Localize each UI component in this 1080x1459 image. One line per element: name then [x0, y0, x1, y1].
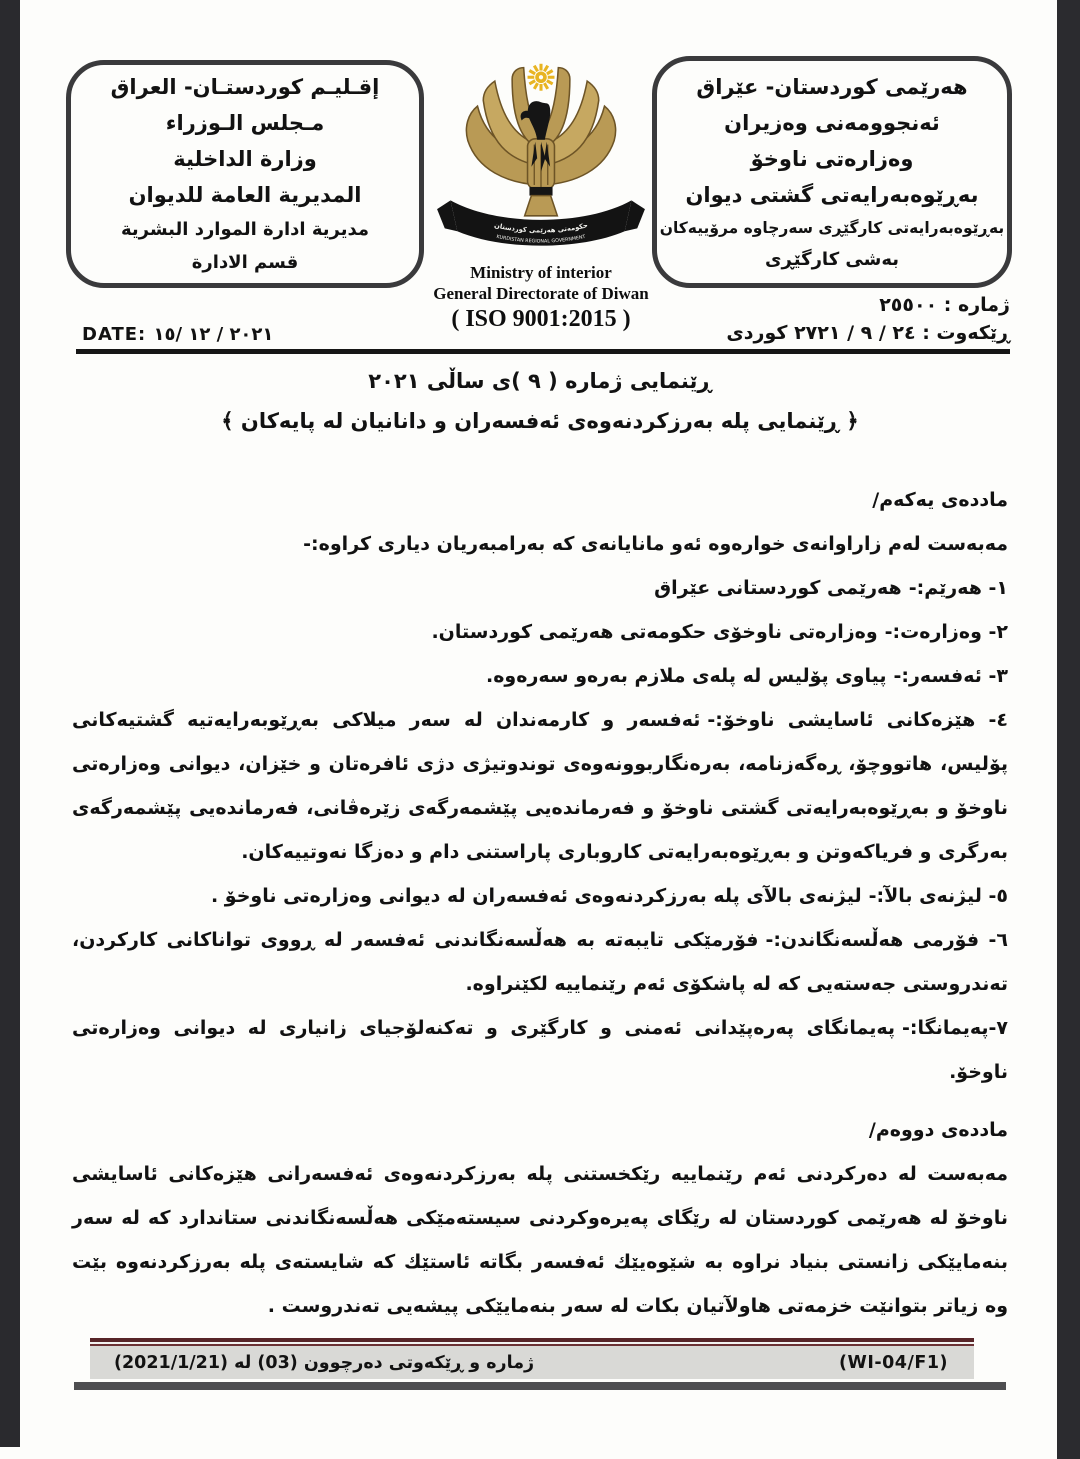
- kurdish-date-line: ڕێکەوت : ٢٤ / ٩ / ٢٧٢١ کوردی: [726, 322, 1010, 344]
- definition-item-1: [72, 566, 1008, 610]
- instruction-number-title: ڕێنمایی ژماره ( ٩ )ی ساڵی ٢٠٢١: [368, 369, 712, 393]
- emblem-banner-english-text: KURDISTAN REGIONAL GOVERNMENT: [495, 234, 587, 245]
- directorate-english-line: General Directorate of Diwan: [433, 284, 649, 303]
- definition-text: پیاوی پۆلیس له پلەی ملازم بەرەو سەرەوە.: [486, 665, 887, 687]
- definition-item-3: [72, 654, 1008, 698]
- scan-edge-bar-right: [1057, 0, 1080, 1459]
- footer-issue-line: ژماره و ڕێکەوتی دەرچوون (03) له (2021/1/21): [114, 1352, 535, 1373]
- iso-certification-line: ( ISO 9001:2015 ): [451, 306, 631, 332]
- definition-text: وەزارەتی ناوخۆی حکومەتی هەرێمی کوردستان.: [431, 621, 878, 643]
- definition-term-label: ٥- لیژنەی بالآ:-: [868, 885, 1008, 907]
- emblem-banner-kurdish-text: حکومەتی هەرێمی کوردستان: [493, 221, 589, 235]
- scan-edge-bar-left: [0, 0, 20, 1447]
- definition-text: ئەفسەر و کارمەندان له سەر میلاکی بەڕێوبەرایەتیه گشتیەکانی پۆلیس، هاتووچۆ، ڕەگەزنامه، بەرەنگاربوونەوەی توندوتیژی دژی ئافرەتان و خێزان، دیوانی وەزارەتی ناوخۆ و بەڕێوەبەرایەتی گشتی ناوخۆ و فەرماندەیی پێشمەرگەی زێرەڤانی، فەرماندەیی پێشمەرگەی بەرگری و فریاکەوتن و بەڕێوەبەرایەتی کاروباری پاراستنی دام و دەزگا نەوتییەکان.: [72, 709, 1008, 863]
- header-kurdish-line: وەزارەتی ناوخۆ: [750, 146, 914, 171]
- header-arabic-line: المديرية العامة للديوان: [128, 183, 362, 207]
- header-box-kurdish: [652, 56, 1012, 288]
- footer-document-code: (WI-04/F1): [839, 1352, 948, 1373]
- header-arabic-line: مـجلس الـوزراء: [165, 111, 325, 135]
- definition-term-label: ٤- هێزەکانی ئاسایشی ناوخۆ:-: [707, 709, 1008, 731]
- reference-number-line: ژماره : ٢٥٥٠٠: [879, 294, 1010, 316]
- gregorian-date-line: DATE: ٢٠٢١ / ١٢ /١٥: [82, 324, 274, 345]
- definition-text: هەرێمی کوردستانی عێراق: [654, 577, 902, 599]
- document-body: [72, 478, 1008, 1328]
- header-kurdish-line: بەڕێوەبەرایەتی گشتی دیوان: [685, 182, 979, 207]
- header-arabic-line: قسم الادارة: [191, 252, 299, 273]
- definition-term-label: ٣- ئەفسەر:-: [893, 665, 1008, 687]
- article-1-heading: ماددەی یەکەم/: [872, 489, 1008, 511]
- definition-item-2: [72, 610, 1008, 654]
- header-arabic-line: إقـليـم كوردستـان- العراق: [110, 75, 380, 99]
- header-arabic-line: وزارة الداخلية: [173, 147, 317, 171]
- definition-item-5: [72, 874, 1008, 918]
- definition-text: لیژنەی بالآی پله بەرزکردنەوەی ئەفسەران له دیوانی وەزارەتی ناوخۆ .: [210, 885, 862, 907]
- header-kurdish-line: ئەنجوومەنی وەزیران: [724, 110, 940, 135]
- article-2-body: مەبەست له دەرکردنی ئەم رێنماییه رێکخستنی پله بەرزکردنەوەی ئەفسەرانی هێزەکانی ئاسایشی ناوخۆ له هەرێمی کوردستان له رێگای پەیرەوکردنی سیستەمێکی هەڵسەنگاندنی ستاندارد که له سەر بنەمایێکی زانستی بنیاد نراوه به شێوەیێك ئەفسەر بگاته ئاستێك که شایستەی پله بەرزکردنەوه بێت وه زیاتر بتوانێت خزمەتی هاولآتیان بکات له سەر بنەمایێکی پیشەیی تەندروست .: [72, 1163, 1008, 1317]
- definition-term-label: ٢- وەزارەت:-: [884, 621, 1008, 643]
- header-kurdish-line: بەڕێوەبەرایەتی کارگێڕی سەرچاوە مرۆییەکان: [659, 218, 1005, 237]
- footer-shadow-line: [74, 1382, 1006, 1390]
- definition-text: فۆرمێکی تایبەته به هەڵسەنگاندنی ئەفسەر له ڕووی تواناکانی کارکردن، تەندروستی جەستەیی که له پاشکۆی ئەم رێنماییه لکێنراوه.: [72, 929, 1008, 995]
- ministry-english-line: Ministry of interior: [470, 263, 612, 282]
- header-center-column: [428, 58, 654, 335]
- article-1-intro: مەبەست لەم زاراوانەی خوارەوە ئەو مانایانەی کە بەرامبەریان دیاری کراوە:-: [303, 533, 1008, 555]
- header-separator-rule: [76, 349, 1010, 354]
- header-arabic-line: مديرية ادارة الموارد البشرية: [120, 219, 370, 240]
- header-box-arabic: [66, 60, 424, 288]
- footer-revision-bar: [90, 1338, 974, 1379]
- header-kurdish-line: بەشی کارگێڕی: [765, 248, 900, 270]
- header-kurdish-line: هەرێمی کوردستان- عێراق: [696, 74, 968, 99]
- definition-item-6: [72, 918, 1008, 1006]
- definition-term-label: ٧-پەیمانگا:-: [902, 1017, 1008, 1039]
- krg-eagle-emblem-icon: [435, 58, 647, 262]
- definition-text: پەیمانگای پەرەپێدانی ئەمنی و کارگێری و تەکنەلۆجیای زانیاری له دیوانی وەزارەتی ناوخۆ.: [72, 1017, 1008, 1083]
- definition-term-label: ٦- فۆرمی هەڵسەنگاندن:-: [765, 929, 1008, 951]
- article-2-heading: ماددەی دووەم/: [868, 1119, 1008, 1141]
- definition-term-label: ١- هەرێم:-: [908, 577, 1008, 599]
- instruction-subject-title: ﴿ ڕێنمایی پله بەرزکردنەوەی ئەفسەران و دانانیان له پایەکان ﴾: [221, 409, 859, 433]
- definition-item-4: [72, 698, 1008, 874]
- definition-item-7: [72, 1006, 1008, 1094]
